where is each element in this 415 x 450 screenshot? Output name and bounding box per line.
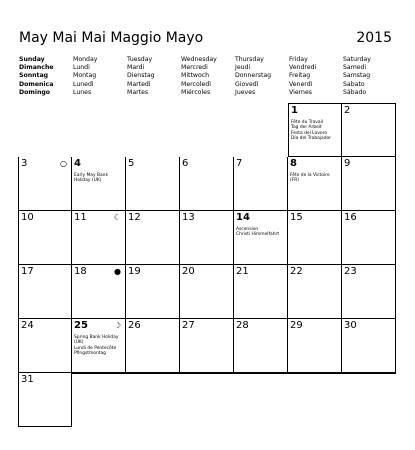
day-cell bbox=[288, 265, 342, 319]
holiday-label: Pfingstmontag bbox=[74, 351, 106, 357]
weekday-label: Sunday bbox=[19, 56, 45, 63]
weekday-label: Dienstag bbox=[127, 72, 155, 80]
day-number: 29 bbox=[290, 320, 303, 331]
day-number: 22 bbox=[290, 266, 303, 277]
day-number: 21 bbox=[236, 266, 249, 277]
empty-day-cell bbox=[126, 373, 180, 427]
day-number: 7 bbox=[236, 158, 243, 169]
day-cell bbox=[180, 319, 234, 373]
weekday-label: Saturday bbox=[343, 56, 371, 63]
weekday-label: Giovedì bbox=[235, 80, 259, 88]
day-number: 6 bbox=[182, 158, 189, 169]
day-number: 30 bbox=[344, 320, 357, 331]
day-cell bbox=[234, 265, 288, 319]
day-cell bbox=[72, 319, 126, 373]
day-number: 18 bbox=[74, 266, 87, 277]
empty-day-cell bbox=[18, 103, 72, 157]
day-cell bbox=[342, 103, 396, 157]
weekday-label: Freitag bbox=[289, 72, 311, 80]
day-number: 26 bbox=[128, 320, 141, 331]
empty-day-cell bbox=[180, 373, 234, 427]
empty-day-cell bbox=[342, 373, 396, 427]
weekday-label: Sonntag bbox=[19, 72, 49, 80]
day-cell bbox=[234, 319, 288, 373]
day-cell bbox=[18, 211, 72, 265]
weekday-label: Monday bbox=[73, 56, 98, 63]
holiday-list bbox=[291, 120, 339, 142]
day-number: 9 bbox=[344, 158, 351, 169]
weekday-label: Sábado bbox=[343, 88, 367, 96]
weekday-column bbox=[72, 56, 126, 102]
holiday-label: Tag der Arbeit bbox=[291, 125, 322, 131]
day-number: 11 bbox=[74, 212, 87, 223]
weekday-label: Montag bbox=[73, 72, 97, 80]
day-cell bbox=[72, 157, 126, 211]
weekday-column bbox=[288, 56, 342, 102]
weekday-label: Mittwoch bbox=[181, 72, 210, 80]
day-cell bbox=[180, 211, 234, 265]
day-cell bbox=[288, 319, 342, 373]
day-cell bbox=[18, 265, 72, 319]
day-cell bbox=[18, 373, 72, 427]
day-number: 28 bbox=[236, 320, 249, 331]
weekday-column bbox=[18, 56, 72, 102]
holiday-label: Fête de la Victoire bbox=[290, 173, 330, 178]
calendar-year: 2015 bbox=[356, 30, 392, 46]
weekday-label: Donnerstag bbox=[235, 72, 272, 80]
weekday-column bbox=[126, 56, 180, 102]
day-cell bbox=[342, 211, 396, 265]
weekday-column bbox=[180, 56, 234, 102]
day-cell bbox=[180, 265, 234, 319]
holiday-label: Fête du Travail bbox=[291, 120, 324, 125]
day-number: 23 bbox=[344, 266, 357, 277]
full-moon-icon: ○ bbox=[60, 159, 67, 168]
weekday-label: Jueves bbox=[235, 88, 256, 96]
last-quarter-moon-icon: ☾ bbox=[113, 213, 121, 222]
day-number: 13 bbox=[182, 212, 195, 223]
day-cell bbox=[342, 265, 396, 319]
weekday-label: Mercredi bbox=[181, 64, 208, 72]
holiday-list bbox=[290, 173, 339, 184]
weekday-column bbox=[234, 56, 288, 102]
day-number: 8 bbox=[290, 158, 297, 169]
holiday-list bbox=[74, 335, 123, 357]
holiday-label: Spring Bank Holiday bbox=[74, 335, 119, 340]
day-number: 12 bbox=[128, 212, 141, 223]
holiday-label: (FR) bbox=[290, 178, 300, 184]
day-cell bbox=[18, 319, 72, 373]
day-cell bbox=[288, 211, 342, 265]
weekday-label: Jeudi bbox=[235, 64, 251, 72]
weekday-label: Martes bbox=[127, 88, 149, 96]
day-number: 2 bbox=[344, 105, 351, 116]
day-cell bbox=[234, 211, 288, 265]
weekday-label: Vendredi bbox=[289, 64, 317, 72]
holiday-label: Lundi de Pentecôte bbox=[74, 345, 117, 351]
day-cell bbox=[126, 211, 180, 265]
weekday-header bbox=[18, 56, 396, 102]
weekday-label: Mercoledì bbox=[181, 80, 211, 88]
day-number: 3 bbox=[21, 158, 28, 169]
day-number: 27 bbox=[182, 320, 195, 331]
day-number: 25 bbox=[74, 320, 88, 331]
day-number: 31 bbox=[21, 374, 34, 385]
holiday-list bbox=[74, 173, 123, 184]
holiday-label: Día del Trabajador bbox=[291, 136, 331, 142]
day-number: 17 bbox=[21, 266, 34, 277]
calendar-title: May Mai Mai Maggio Mayo bbox=[19, 30, 204, 46]
weekday-label: Lunes bbox=[73, 88, 92, 96]
holiday-label: Early May Bank bbox=[74, 173, 108, 178]
day-cell bbox=[72, 265, 126, 319]
weekday-label: Venerdì bbox=[289, 80, 313, 88]
weekday-label: Friday bbox=[289, 56, 308, 63]
weekday-label: Wednesday bbox=[181, 56, 217, 63]
day-cell bbox=[342, 319, 396, 373]
empty-day-cell bbox=[126, 103, 180, 157]
weekday-label: Dimanche bbox=[19, 64, 54, 72]
weekday-label: Miércoles bbox=[181, 88, 211, 96]
weekday-label: Martedì bbox=[127, 80, 151, 88]
weekday-label: Samstag bbox=[343, 72, 371, 80]
day-number: 1 bbox=[291, 105, 298, 116]
first-quarter-moon-icon: ☽ bbox=[113, 321, 121, 330]
empty-day-cell bbox=[234, 103, 288, 157]
day-cell bbox=[126, 265, 180, 319]
day-number: 24 bbox=[21, 320, 34, 331]
weekday-label: Mardi bbox=[127, 64, 145, 72]
holiday-label: (UK) bbox=[74, 340, 84, 346]
weekday-label: Viernes bbox=[289, 88, 313, 96]
new-moon-icon: ● bbox=[114, 267, 121, 276]
day-cell bbox=[342, 157, 396, 211]
day-cell bbox=[72, 211, 126, 265]
day-number: 4 bbox=[74, 158, 81, 169]
day-cell bbox=[234, 157, 288, 211]
day-number: 16 bbox=[344, 212, 357, 223]
day-cell bbox=[126, 319, 180, 373]
weekday-label: Domenica bbox=[19, 80, 54, 88]
weekday-label: Samedi bbox=[343, 64, 367, 72]
holiday-label: Ascension bbox=[236, 227, 259, 232]
empty-day-cell bbox=[180, 103, 234, 157]
day-cell bbox=[288, 103, 342, 157]
weekday-label: Tuesday bbox=[127, 56, 153, 63]
weekday-label: Thursday bbox=[235, 56, 264, 63]
empty-day-cell bbox=[72, 103, 126, 157]
day-number: 19 bbox=[128, 266, 141, 277]
weekday-label: Domingo bbox=[19, 88, 51, 96]
day-number: 10 bbox=[21, 212, 34, 223]
holiday-label: Festa del Lavoro bbox=[291, 130, 328, 136]
day-cell bbox=[18, 157, 72, 211]
weekday-column bbox=[342, 56, 396, 102]
empty-day-cell bbox=[234, 373, 288, 427]
day-cell bbox=[288, 157, 342, 211]
holiday-list bbox=[236, 227, 285, 238]
day-number: 15 bbox=[290, 212, 303, 223]
weekday-label: Lundi bbox=[73, 64, 90, 72]
calendar-grid bbox=[18, 103, 396, 427]
day-cell bbox=[180, 157, 234, 211]
empty-day-cell bbox=[72, 373, 126, 427]
weekday-label: Sabato bbox=[343, 80, 365, 88]
holiday-label: Holiday (UK) bbox=[74, 178, 102, 184]
day-number: 20 bbox=[182, 266, 195, 277]
day-number: 14 bbox=[236, 212, 250, 223]
holiday-label: Christi Himmelfahrt bbox=[236, 232, 280, 238]
weekday-label: Lunedì bbox=[73, 80, 94, 88]
day-number: 5 bbox=[128, 158, 135, 169]
empty-day-cell bbox=[288, 373, 342, 427]
day-cell bbox=[126, 157, 180, 211]
